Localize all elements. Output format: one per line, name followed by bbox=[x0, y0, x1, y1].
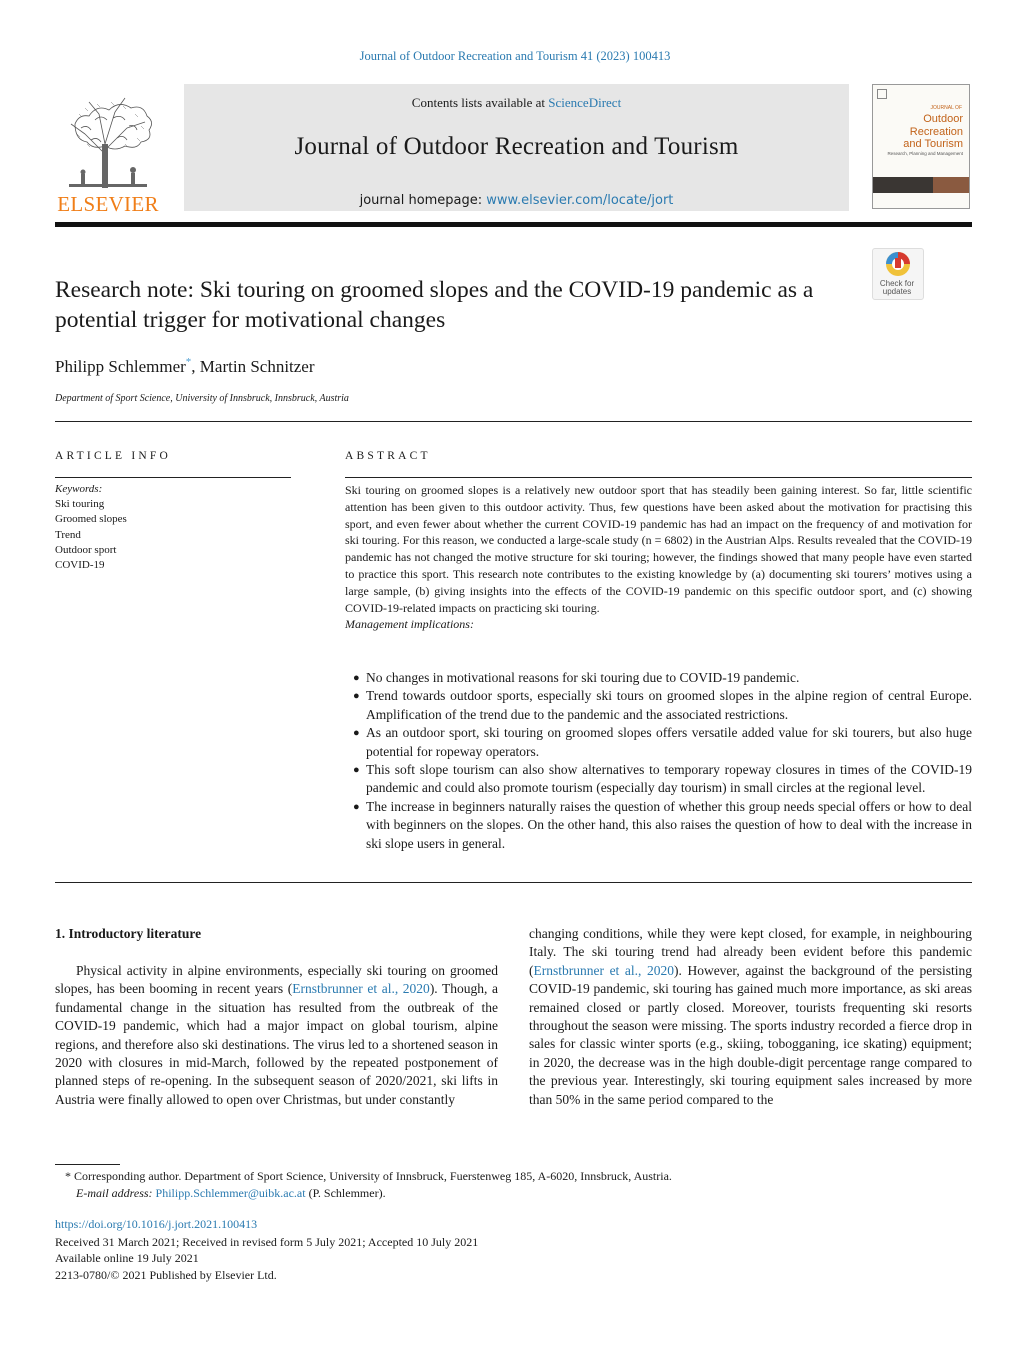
journal-title: Journal of Outdoor Recreation and Tourism bbox=[294, 133, 739, 160]
management-implications-list bbox=[345, 669, 972, 853]
cover-photo-strip-accent bbox=[933, 177, 969, 193]
corresponding-author-marker[interactable]: * bbox=[185, 356, 192, 368]
divider bbox=[55, 477, 291, 478]
list-item-text: As an outdoor sport, ski touring on groomed slopes offers versatile added value for ski tourers, but also huge potential for ropeway operators. bbox=[366, 725, 972, 759]
email-suffix: (P. Schlemmer). bbox=[305, 1186, 386, 1200]
divider bbox=[345, 477, 972, 478]
journal-cover-thumbnail[interactable] bbox=[872, 84, 970, 209]
keywords-label: Keywords: bbox=[55, 483, 103, 495]
bullet-icon: ● bbox=[353, 764, 360, 777]
contents-prefix: Contents lists available at bbox=[411, 95, 549, 110]
body-column-right bbox=[529, 925, 972, 1109]
journal-citation[interactable]: Journal of Outdoor Recreation and Tourism 41 (2023) 100413 bbox=[359, 49, 671, 63]
section-heading: 1. Introductory literature bbox=[55, 926, 202, 941]
list-item-text: Trend towards outdoor sports, especially ski tours on groomed slopes in the alpine region of central Europe. Amplification of the trend due to the pandemic and the associated restrictions. bbox=[366, 688, 972, 722]
author-separator: , bbox=[191, 357, 200, 376]
footnote bbox=[55, 1168, 672, 1202]
email-note bbox=[55, 1185, 672, 1202]
footnote-rule bbox=[55, 1164, 120, 1165]
header-rule bbox=[55, 222, 972, 227]
list-item-text: This soft slope tourism can also show alternatives to temporary ropeway closures in times of the COVID-19 pandemic and could also promote tourism (especially day tourism) in small circles at the regional level. bbox=[366, 762, 972, 796]
list-item-text: No changes in motivational reasons for ski touring due to COVID-19 pandemic. bbox=[366, 670, 800, 685]
divider bbox=[55, 882, 972, 883]
email-label: E-mail address: bbox=[76, 1186, 156, 1200]
footnote-text: Corresponding author. Department of Sport Science, University of Innsbruck, Fuerstenweg 185, A-6020, Innsbruck, Austria. bbox=[71, 1169, 672, 1183]
email-link[interactable]: Philipp.Schlemmer@uibk.ac.at bbox=[155, 1186, 306, 1200]
keyword: Trend bbox=[55, 528, 81, 541]
author-name[interactable]: Martin Schnitzer bbox=[199, 357, 315, 376]
cover-title-line: Recreation bbox=[909, 125, 963, 138]
doi-link[interactable]: https://doi.org/10.1016/j.jort.2021.100413 bbox=[55, 1217, 258, 1231]
corresponding-author-note bbox=[55, 1168, 672, 1185]
bullet-icon: ● bbox=[353, 690, 360, 703]
body-column-left bbox=[55, 962, 498, 1109]
keyword: COVID-19 bbox=[55, 559, 105, 572]
list-item bbox=[345, 687, 972, 724]
author-name[interactable]: Philipp Schlemmer bbox=[55, 357, 186, 376]
bullet-icon: ● bbox=[353, 672, 360, 684]
cover-small-caption: JOURNAL OF bbox=[930, 105, 962, 111]
homepage-link[interactable]: www.elsevier.com/locate/jort bbox=[486, 193, 674, 208]
homepage-line bbox=[184, 193, 849, 208]
bullet-icon: ● bbox=[353, 727, 360, 740]
keyword: Outdoor sport bbox=[55, 543, 117, 556]
list-item-text: The increase in beginners naturally raises the question of whether this group needs special offers or how to deal with beginners on the slopes. On the other hand, this also raises the question of how to deal with the increase in ski slope users in general. bbox=[366, 798, 972, 851]
article-title: Research note: Ski touring on groomed slopes and the COVID-19 pandemic as a potential trigger for motivational changes bbox=[55, 277, 814, 333]
list-item bbox=[345, 798, 972, 853]
copyright: 2213-0780/© 2021 Published by Elsevier Ltd. bbox=[55, 1267, 277, 1282]
keyword: Ski touring bbox=[55, 498, 105, 511]
available-online: Available online 19 July 2021 bbox=[55, 1251, 199, 1265]
received-dates: Received 31 March 2021; Received in revised form 5 July 2021; Accepted 10 July 2021 bbox=[55, 1234, 479, 1249]
abstract-heading: ABSTRACT bbox=[345, 450, 431, 462]
keyword: Groomed slopes bbox=[55, 513, 127, 526]
keywords-block bbox=[55, 482, 127, 573]
crossmark-label: Check for updates bbox=[879, 279, 915, 296]
contents-line bbox=[184, 95, 849, 111]
cover-emblem-icon bbox=[877, 89, 887, 99]
citation-link[interactable]: Ernstbrunner et al., 2020 bbox=[533, 962, 674, 978]
homepage-prefix: journal homepage: bbox=[359, 193, 487, 208]
affiliation: Department of Sport Science, University of Innsbruck, Innsbruck, Austria bbox=[55, 393, 349, 404]
cover-title-line: Outdoor bbox=[923, 113, 963, 125]
list-item bbox=[345, 761, 972, 798]
elsevier-wordmark: ELSEVIER bbox=[57, 192, 159, 216]
cover-title-line: and Tourism bbox=[903, 138, 963, 150]
body-text: ). However, against the background of the persisting COVID-19 pandemic, ski touring has gained much more importance, as ski areas remained closed or partly closed. Moreover, tourists frequenting ski resorts throughout the season were missing. The sports industry recorded a fierce drop in sales for classic winter sports (e.g., skiing, tobogganing, ice skating) equipment; in 2020, the decrease was in the high double-digit percentage range compared to the previous year. Interestingly, ski touring equipment sales increased by more than 50% in the same period compared to the bbox=[529, 962, 972, 1107]
list-item bbox=[345, 724, 972, 761]
article-meta bbox=[55, 1216, 478, 1283]
abstract-text: Ski touring on groomed slopes is a relatively new outdoor sport that has steadily been gaining interest. So far, little scientific attention has been given to this outdoor activity. Thus, few questions have been asked about the motivation for practising this sport, and even fewer about whether the current COVID-19 pandemic has had an impact on the frequency of and motivation for ski touring. For this reason, we conducted a large-scale study (n = 6802) in the Austrian Alps. Results revealed that the COVID-19 pandemic has not changed the motive structure for ski touring; however, the findings showed that many people have even started to practice this sport. This research note contributes to the existing knowledge by (a) documenting ski tourers’ motives using a large sample, (b) giving insights into the effects of the COVID-19 pandemic on this specific outdoor sport, and (c) showing COVID-19-related impacts on practicing ski touring. bbox=[345, 483, 972, 615]
body-text: changing conditions, while they were kept closed, for example, in neighbouring Italy. The ski touring trend had already been evident before this pandemic ( bbox=[529, 926, 972, 978]
citation-link[interactable]: Ernstbrunner et al., 2020 bbox=[292, 981, 430, 997]
list-item bbox=[345, 669, 972, 687]
management-implications-label: Management implications: bbox=[345, 617, 474, 632]
bullet-icon: ● bbox=[353, 800, 360, 813]
author-list bbox=[55, 356, 315, 377]
sciencedirect-link[interactable]: ScienceDirect bbox=[548, 95, 622, 110]
abstract-block bbox=[345, 482, 972, 633]
body-text: ). Though, a fundamental change in the situation has resulted from the outbreak of the COVID-19 pandemic, which had a major impact on global tourism, alpine regions, and therefore also ski destinations. The virus led to a shortened season in 2020 with closures in mid-March, followed by the repeated postponement of planned steps of re-opening. In the subsequent season of 2020/2021, ski lifts in Austria were finally allowed to open over Christmas, but under constantly bbox=[55, 981, 499, 1107]
footnote-marker: * bbox=[65, 1169, 71, 1183]
divider bbox=[55, 421, 972, 422]
cover-subtitle: Research, Planning and Management bbox=[887, 151, 963, 156]
article-info-heading: ARTICLE INFO bbox=[55, 450, 171, 462]
body-text: Physical activity in alpine environments, especially ski touring on groomed slopes, has been booming in recent years ( bbox=[55, 963, 498, 997]
cover-title bbox=[875, 113, 963, 151]
